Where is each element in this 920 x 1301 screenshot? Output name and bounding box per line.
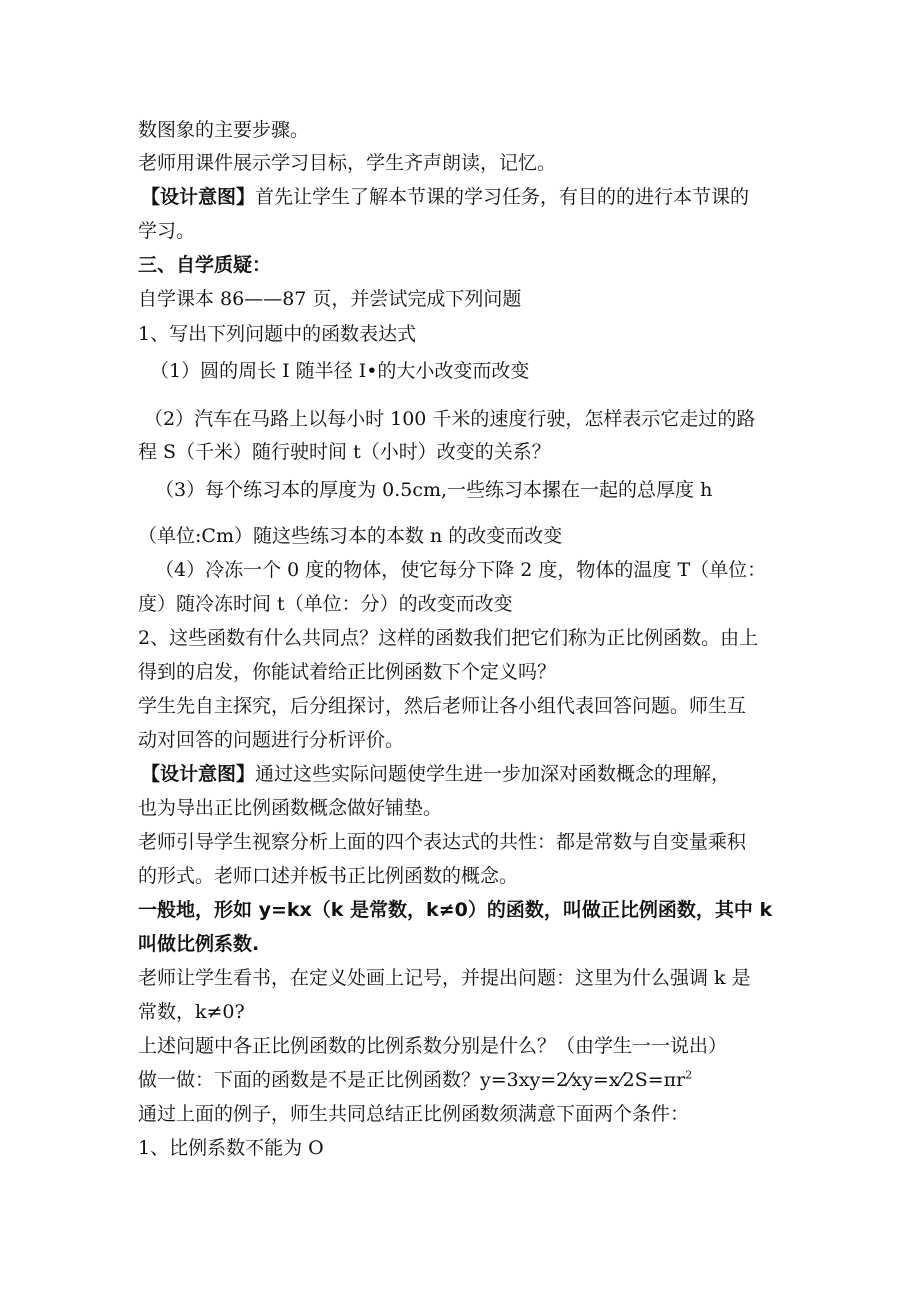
question-item: （4）冷冻一个 0 度的物体，使它每分下降 2 度，物体的温度 T（单位： [155,559,767,581]
text-line: 程 S（千米）随行驶时间 t（小时）改变的关系？ [138,441,551,463]
question-item: （1）圆的周长 I 随半径 I•的大小改变而改变 [150,360,530,382]
text-line: 得到的启发，你能试着给正比例函数下个定义吗？ [138,661,557,683]
text-line: 动对回答的问题进行分析评价。 [138,729,405,751]
definition-text: 叫做比例系数. [138,933,260,955]
text-line: 常数，k≠0? [138,1001,245,1023]
design-intent-heading: 【设计意图】 [141,186,256,208]
text-line: 上述问题中各正比例函数的比例系数分别是什么？（由学生一一说出） [138,1035,728,1057]
text-line: 老师用课件展示学习目标，学生齐声朗读，记忆。 [138,152,557,174]
text-line: 老师引导学生视察分析上面的四个表达式的共性：都是常数与自变量乘积 [138,831,747,853]
question-heading: 1、写出下列问题中的函数表达式 [138,323,417,345]
text-line: 1、比例系数不能为 O [138,1137,324,1159]
section-heading: 三、自学质疑： [138,254,272,276]
text-line: （单位:Cm）随这些练习本的本数 n 的改变而改变 [138,525,563,547]
text-line: 学生先自主探究，后分组探讨，然后老师让各小组代表回答问题。师生互 [138,695,747,717]
design-intent-heading: 【设计意图】 [141,763,256,785]
text-line: 的形式。老师口述并板书正比例函数的概念。 [138,865,519,887]
exponent: 2 [685,1068,693,1082]
exercise-line [138,1068,692,1092]
text-line: 通过上面的例子，师生共同总结正比例函数须满意下面两个条件： [138,1103,690,1125]
exercise-text: 做一做：下面的函数是不是正比例函数？y=3xy=2⁄xy=x⁄2S=πr [138,1069,686,1091]
question-item: （2）汽车在马路上以每小时 100 千米的速度行驶，怎样表示它走过的路 [144,408,756,430]
text-line: 学习。 [138,220,196,242]
text-line: 自学课本 86——87 页，并尝试完成下列问题 [138,288,522,310]
design-intent-paragraph [141,185,749,209]
design-intent-paragraph [141,762,730,786]
definition-text: 一般地，形如 y=kx（k 是常数，k≠0）的函数，叫做正比例函数，其中 k [138,899,773,921]
question-item: （3）每个练习本的厚度为 0.5cm,一些练习本摞在一起的总厚度 h [155,479,713,501]
design-intent-text: 首先让学生了解本节课的学习任务，有目的的进行本节课的 [255,186,750,208]
text-line: 数图象的主要步骤。 [138,119,310,141]
text-line: 也为导出正比例函数概念做好铺垫。 [138,797,443,819]
text-line: 度）随冷冻时间 t（单位：分）的改变而改变 [138,593,513,615]
text-line: 老师让学生看书，在定义处画上记号，并提出问题：这里为什么强调 k 是 [138,967,751,989]
question-heading: 2、这些函数有什么共同点？这样的函数我们把它们称为正比例函数。由上 [138,627,759,649]
design-intent-text: 通过这些实际问题使学生进一步加深对函数概念的理解， [255,763,731,785]
